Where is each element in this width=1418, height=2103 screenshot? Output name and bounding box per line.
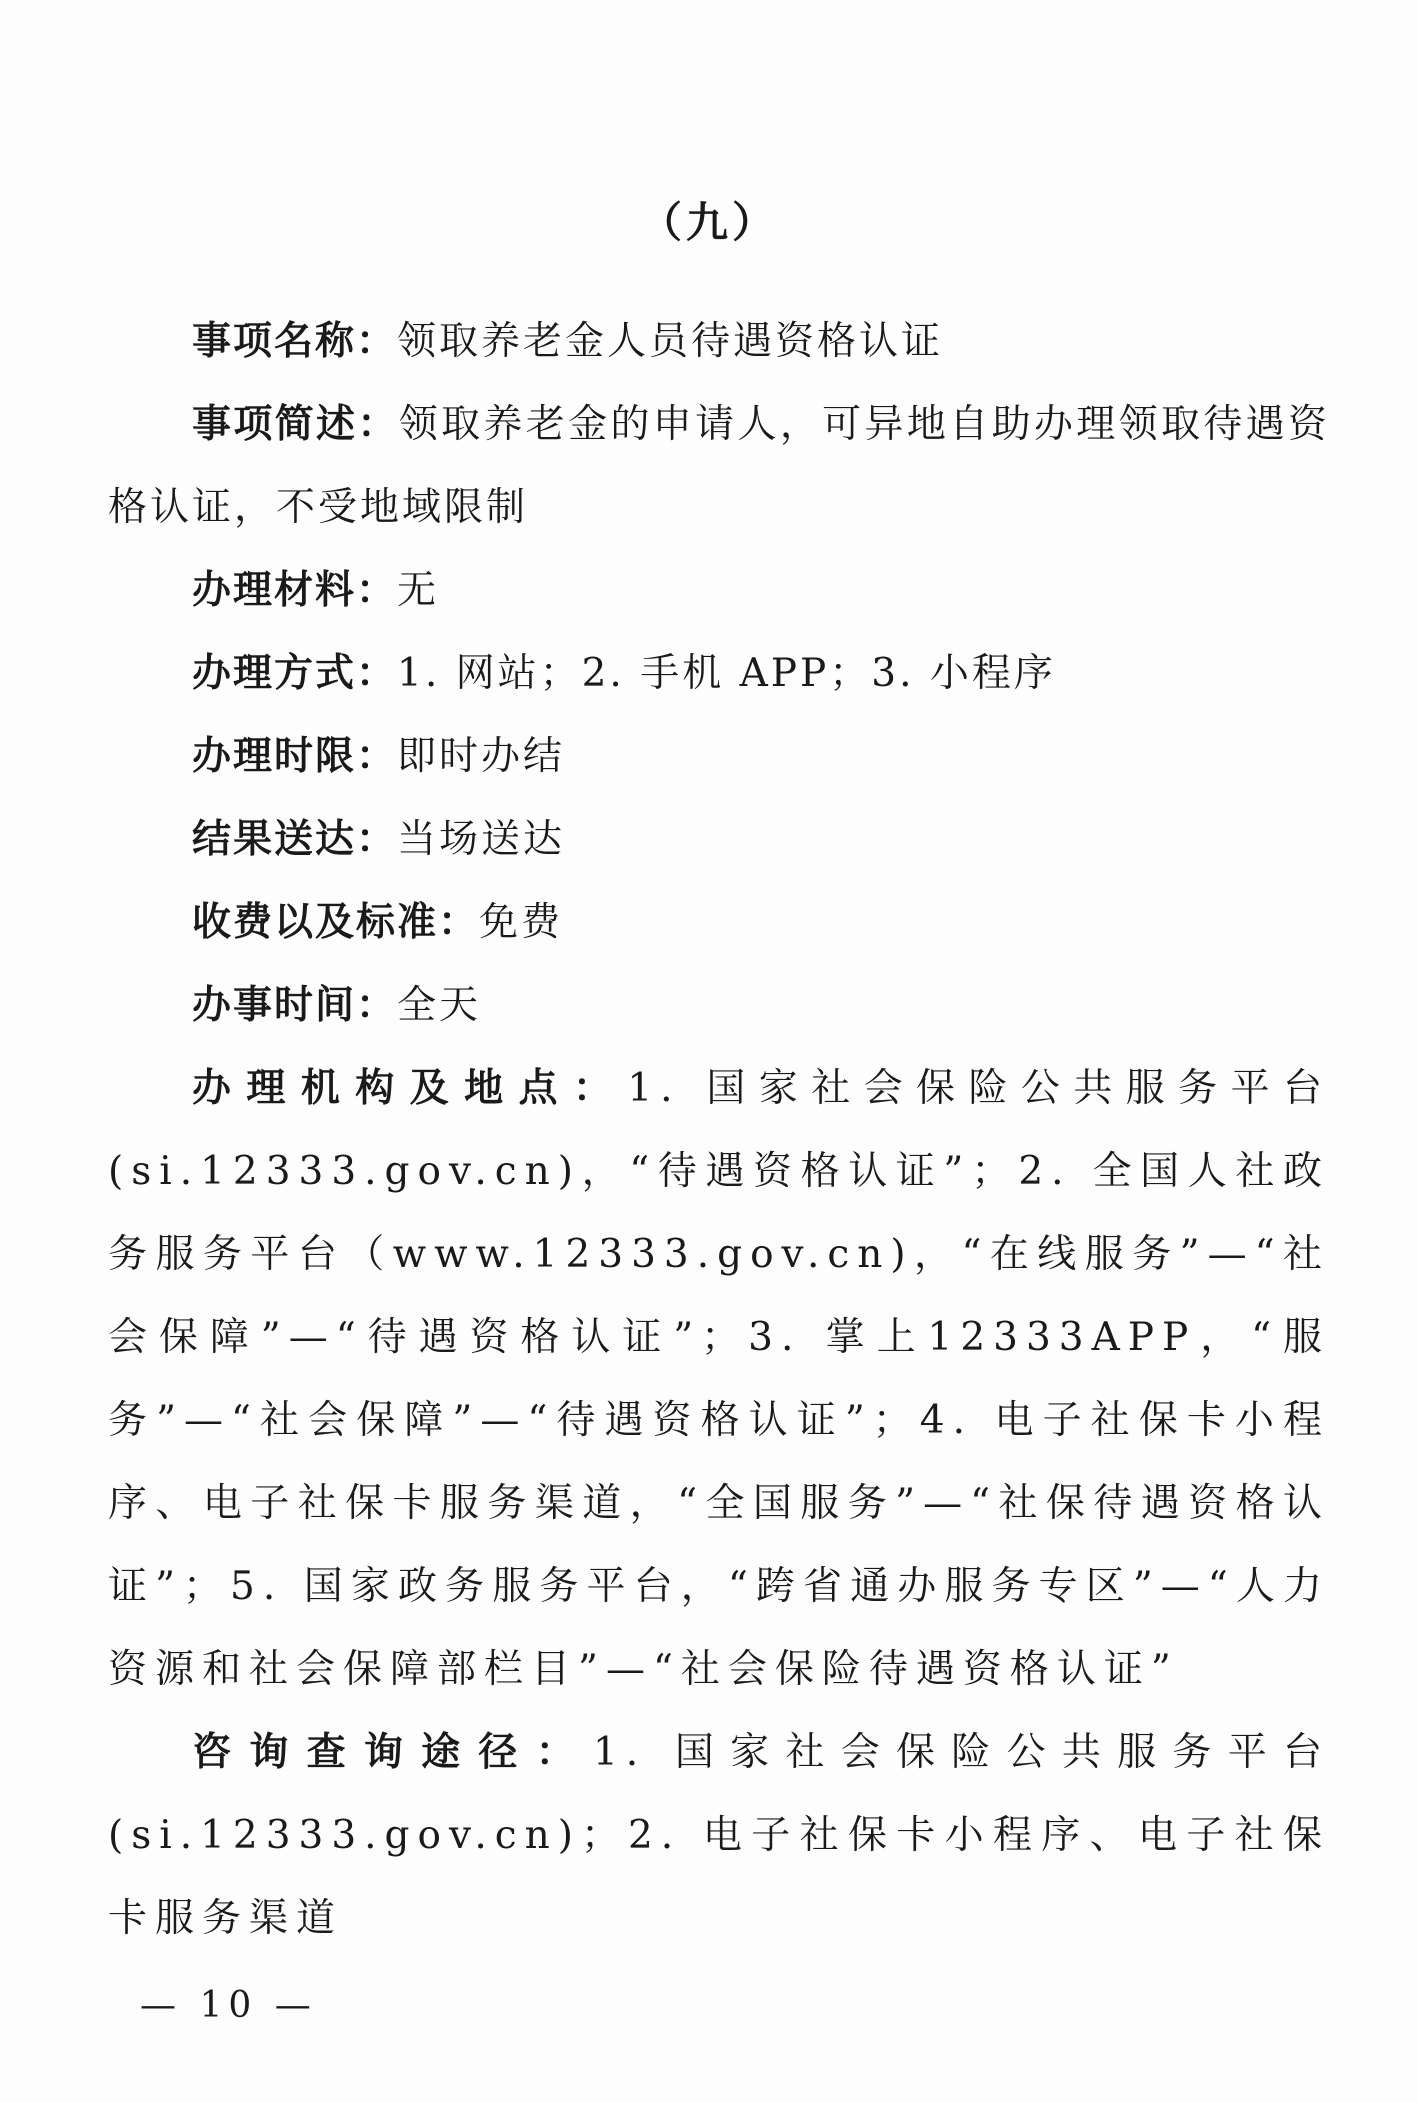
field-item-name — [108, 300, 1330, 383]
field-label: 事项名称： — [192, 319, 398, 364]
field-item-delivery — [108, 798, 1330, 881]
field-value: 无 — [397, 568, 440, 613]
field-label: 咨询查询途径： — [192, 1730, 593, 1775]
field-item-summary — [108, 383, 1330, 549]
field-value: 领取养老金人员待遇资格认证 — [397, 319, 944, 364]
field-item-hours — [108, 964, 1330, 1047]
field-item-method — [108, 632, 1330, 715]
field-value: 领取养老金的申请人，可异地自助办理领取待遇资格认证，不受地域限制 — [108, 402, 1330, 530]
field-label: 收费以及标准： — [192, 900, 480, 945]
field-value: 免费 — [479, 900, 564, 945]
field-item-materials — [108, 549, 1330, 632]
field-value: 1. 国家社会保险公共服务平台(si.12333.gov.cn)，“待遇资格认证”；2. 全国人社政务服务平台（www.12333.gov.cn)，“在线服务”—“社会保障”—“待遇资格认证”；3. 掌上12333APP，“服务”—“社会保障”—“待遇资格认证”；4. 电子社保卡小程序、电子社保卡服务渠道，“全国服务”—“社保待遇资格认证”；5. 国家政务服务平台，“跨省通办服务专区”—“人力资源和社会保障部栏目”—“社会保险待遇资格认证” — [108, 1066, 1330, 1692]
field-value: 即时办结 — [397, 734, 566, 779]
field-item-fee — [108, 881, 1330, 964]
field-value: 1. 网站；2. 手机 APP；3. 小程序 — [397, 651, 1056, 696]
field-value: 当场送达 — [397, 817, 566, 862]
field-label: 办理时限： — [192, 734, 398, 779]
field-label: 结果送达： — [192, 817, 398, 862]
page-number: — 10 — — [140, 1985, 317, 2026]
field-item-inquiry — [108, 1711, 1330, 1960]
field-label: 办理方式： — [192, 651, 398, 696]
field-label: 办事时间： — [192, 983, 398, 1028]
field-label: 办理机构及地点： — [192, 1066, 628, 1111]
field-value: 1. 国家社会保险公共服务平台(si.12333.gov.cn)；2. 电子社保卡小程序、电子社保卡服务渠道 — [108, 1730, 1330, 1941]
section-title: （九） — [639, 198, 778, 247]
field-label: 事项简述： — [192, 402, 399, 447]
field-value: 全天 — [397, 983, 482, 1028]
field-label: 办理材料： — [192, 568, 398, 613]
field-item-locations — [108, 1047, 1330, 1711]
field-item-time-limit — [108, 715, 1330, 798]
